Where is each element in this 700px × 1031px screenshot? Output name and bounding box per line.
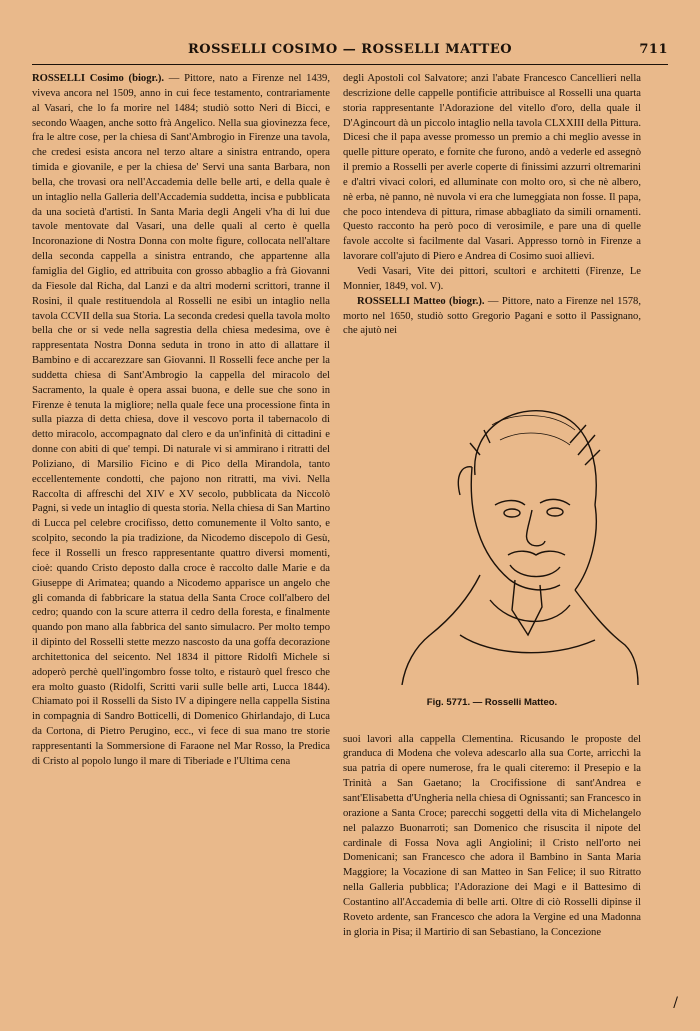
entry-text-matteo: — Pittore, nato a Firenze nel 1578, morto nel 1650, studiò sotto Gregorio Pagani e sotto il Passignano, che ajutò nei: [343, 295, 641, 337]
reference-vasari: Vedi Vasari, Vite dei pittori, scultori e architetti (Firenze, Le Monnier, 1849, vol. V).: [343, 265, 641, 292]
header-rule: [32, 64, 668, 65]
entry-cosimo-cont: degli Apostoli col Salvatore; anzi l'abate Francesco Cancellieri nella descrizione delle cappelle pontificie attribuisce al Rosselli una quarta storia rappresentante l'Adorazione del vitello d'oro, della quale il D'Agincourt dà un piccolo intaglio nella tavola CLXXIII della Pittura. Dicesi che il papa avesse promesso un premio a chi meglio avesse in quelle pitture operato, e fornite che furono, andò a vederle ed assegnò il premio a Rosselli per averle coperte di finissimi azzurri oltremarini e d'altri vivaci colori, ed alluminate con molto oro, sì che nè albero, nè erba, nè panno, nè nuvola vi era che lumeggiata non fosse. Il papa, che poco intendeva di pittura, rimase abbagliato da simili ornamenti. Questo racconto ha però poco di verosimile, e pare una di quelle favole accolte sì facilmente dal Vasari. Appresso tornò in Firenze a lavorare coll'ajuto di Piero e Andrea di Cosimo suoi allievi.: [343, 73, 641, 263]
left-column: [32, 72, 330, 770]
figure-caption: Fig. 5771. — Rosselli Matteo.: [426, 697, 558, 708]
portrait-engraving: [400, 395, 640, 685]
page-number: 711: [639, 42, 668, 57]
entry-head-cosimo: ROSSELLI Cosimo (biogr.).: [32, 73, 165, 84]
entry-head-matteo: ROSSELLI Matteo (biogr.).: [357, 295, 485, 307]
entry-matteo-cont: suoi lavori alla cappella Clementina. Ricusando le proposte del granduca di Modena che voleva adescarlo alla sua Corte, arricchì la sua patria di opere numerose, fra le quali citeremo: il Presepio e la Trinità a San Gaetano; la Crocifissione di sant'Andrea e sant'Elisabetta d'Ungheria nella chiesa di Ognissanti; san Francesco in orazione a Santa Croce; parecchi soggetti della vita di Michelangelo nel palazzo Buonarroti; san Domenico che risuscita il nipote del cardinale di Fossa Nova agli Angiolini; il Cristo nell'orto nei Domenicani; san Francesco che adora il Bambino in Santa Maria Maggiore; la Vocazione di san Matteo in San Felice; il suo Ritratto nella Galleria pubblica; l'Adorazione dei Magi e il Battesimo di Costantino all'Accademia di belle arti. Oltre di ciò Rosselli dipinse il Roveto ardente, san Francesco che adora la Vergine ed una Madonna in gloria in Pisa; il Martirio di san Sebastiano, la Concezione: [343, 733, 641, 938]
entry-text-cosimo: — Pittore, nato a Firenze nel 1439, viveva ancora nel 1509, anno in cui fece testamento, contrariamente al Vasari, che lo fa morire nel 1484; studiò sotto Neri di Bicci, e secondo Waagen, anche sotto frà Angelico. Nella sua giovinezza fece, fra le altre cose, per la chiesa di Sant'Ambrogio in Firenze una tavola, che credesi esista ancora nel terzo altare a sinistra entrando, opera timida e giovanile, e per la chiesa de' Servi una santa Barbara, non bella, che trovasi ora nell'Accademia delle belle arti, e della quale è un intaglio nella Galleria dell'Accademia suddetta, incisa e pubblicata da una società d'artisti. In Santa Maria degli Angeli v'ha di lui due tavole mentovate dal Vasari, una delle quali al certo è quella Incoronazione di Nostra Donna con molte figure, collocata nell'altare della seconda cappella a sinistra entrando, che appartenne alla famiglia del Giglio, ed attribuita con grosso abbaglio a frà Giovanni da Fiesole dal Richa, dal Lanzi e da altri moderni scrittori, tranne il Rosini, il quale restituendola al Rosselli ne esibì un intaglio nella tavola CCVII della sua Storia. La seconda credesi quella tavola molto bella che or si vede nella sagrestia della chiesa medesima, ove è rappresentata Nostra Donna seduta in trono in atto di allattare il Bambino e di accarezzare san Giovanni. Il Rosselli fece anche per la suddetta chiesa di Sant'Ambrogio la cappella del miracolo del Sacramento, la quale è opera assai buona, e delle sue che sono in Firenze è tenuta la migliore; nella quale fece una processione finta in sulla piazza di detta chiesa, dove il vescovo porta il tabernacolo di detto miracolo, accompagnato dal clero e da un'infinità di cittadini e donne con abiti di que' tempi. Di naturale vi si ammirano i ritratti del Poliziano, di Marsilio Ficino e di Pico della Mirandola, tanto eccellentemente condotti, che pajono non ritratti, ma vivi. Nella Raccolta di affreschi del XIV e XV secolo, pubblicata da Niccolò Pagni, si vede un intaglio di questa storia. Nella chiesa di San Martino di Lucca pel celebre crocifisso, detto comunemente il Volto santo, e scolpito, secondo la pia tradizione, da Nicodemo discepolo di Gesù, fece il Rosselli un fresco rappresentante quattro diversi momenti, cioè: quando Cristo deposto dalla croce è raccolto dalle Marie e da Giuseppe di Arimatea; quando a Nicodemo apparisce un angelo che gli comanda di fabbricare la statua della Santa Croce coll'albero del cedro; quando con la scure atterra il cedro della foresta, e finalmente quando pon mano alla fabbrica del santo simulacro. Per molto tempo il dipinto del Rosselli stette mezzo nascosto da una goffa decorazione architettonica del seicento. Nel 1834 il pittore Ridolfi Michele si adoperò perchè quell'ingombro fosse tolto, e ristaurò quel fresco che era molto guasto (Ridolfi, Scritti varii sulle belle arti, Lucca 1844). Chiamato poi il Rosselli da Sisto IV a dipingere nella cappella Sistina in compagnia di Sandro Botticelli, di Domenico Ghirlandajo, di Luca da Cortona, di Pietro Perugino, ecc., vi fece di sua mano tre storie rappresentanti la Sommersione di Faraone nel Mar Rosso, la Predica di Cristo al popolo lungo il mare di Tiberiade e l'Ultima cena: [32, 73, 331, 767]
running-title: ROSSELLI COSIMO — ROSSELLI MATTEO: [187, 42, 513, 57]
right-column-bottom: [343, 722, 641, 951]
entry-matteo: [343, 295, 641, 340]
running-header: [32, 42, 668, 62]
right-column-top: [343, 72, 641, 339]
entry-cosimo: [32, 72, 330, 770]
corner-mark: /: [673, 995, 678, 1011]
